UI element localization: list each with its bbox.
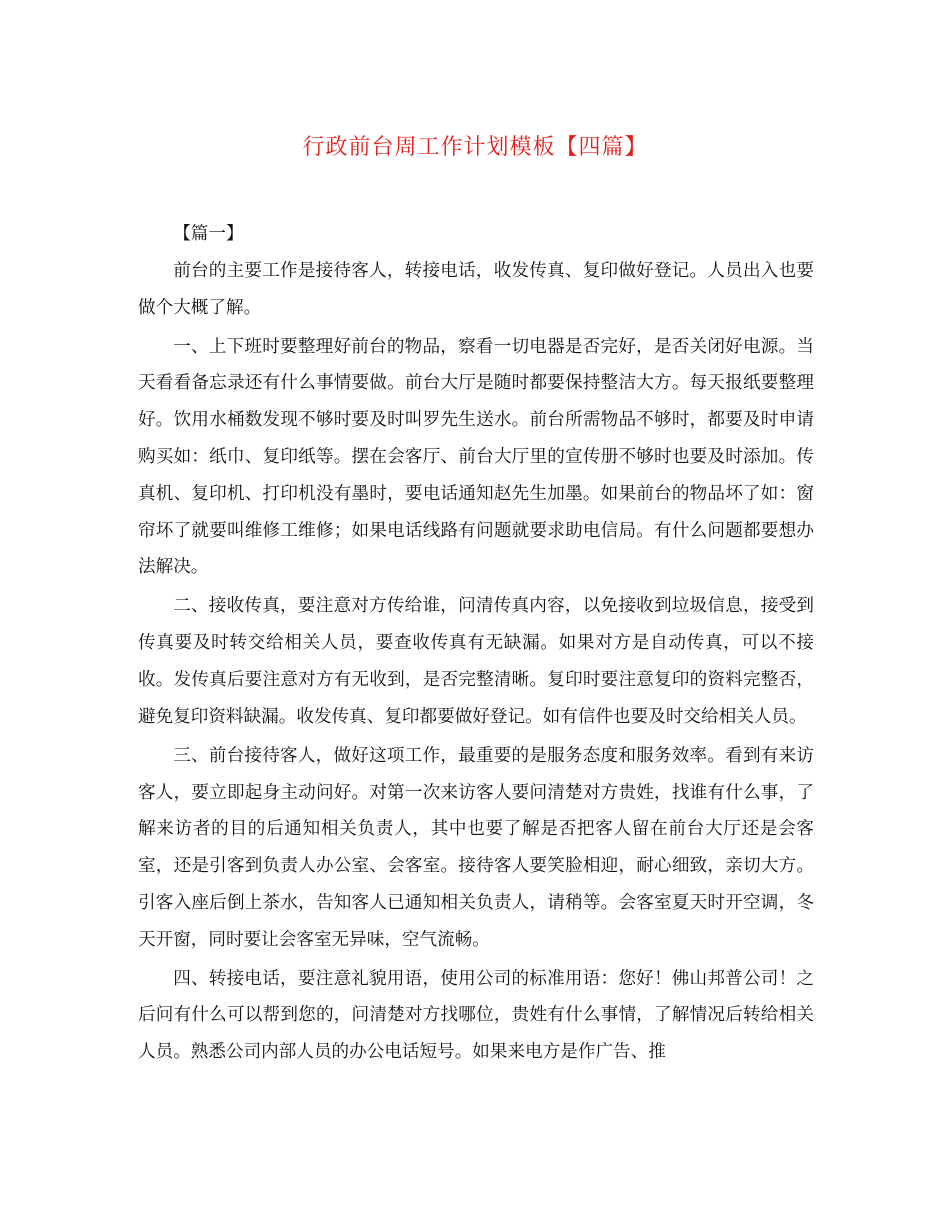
document-body [138,216,814,1073]
paragraph-item-2: 二、接收传真，要注意对方传给谁，问清传真内容，以免接收到垃圾信息，接受到传真要及时转交给相关人员，要查收传真有无缺漏。如果对方是自动传真，可以不接收。发传真后要注意对方有无收到，是否完整清晰。复印时要注意复印的资料完整否，避免复印资料缺漏。收发传真、复印都要做好登记。如有信件也要及时交给相关人员。 [138,596,814,727]
paragraph-intro: 前台的主要工作是接待客人，转接电话，收发传真、复印做好登记。人员出入也要做个大概了解。 [138,260,814,318]
paragraph-item-4: 四、转接电话，要注意礼貌用语，使用公司的标准用语：您好！佛山邦普公司！之后问有什么可以帮到您的，问清楚对方找哪位，贵姓有什么事情，了解情况后转给相关人员。熟悉公司内部人员的办公电话短号。如果来电方是作广告、推 [138,968,814,1063]
paragraph-item-3: 三、前台接待客人，做好这项工作，最重要的是服务态度和服务效率。看到有来访客人，要立即起身主动问好。对第一次来访客人要问清楚对方贵姓，找谁有什么事，了解来访者的目的后通知相关负责人，其中也要了解是否把客人留在前台大厅还是会客室，还是引客到负责人办公室、会客室。接待客人要笑脸相迎，耐心细致，亲切大方。引客入座后倒上茶水，告知客人已通知相关负责人，请稍等。会客室夏天时开空调，冬天开窗，同时要让会客室无异味，空气流畅。 [138,745,814,950]
document-title: 行政前台周工作计划模板【四篇】 [302,135,648,160]
paragraph-item-1: 一、上下班时要整理好前台的物品，察看一切电器是否完好，是否关闭好电源。当天看看备忘录还有什么事情要做。前台大厅是随时都要保持整洁大方。每天报纸要整理好。饮用水桶数发现不够时要及时叫罗先生送水。前台所需物品不够时，都要及时申请购买如：纸巾、复印纸等。摆在会客厅、前台大厅里的宣传册不够时也要及时添加。传真机、复印机、打印机没有墨时，要电话通知赵先生加墨。如果前台的物品坏了如：窗帘坏了就要叫维修工维修；如果电话线路有问题就要求助电信局。有什么问题都要想办法解决。 [138,336,814,578]
section-heading: 【篇一】 [173,224,244,244]
